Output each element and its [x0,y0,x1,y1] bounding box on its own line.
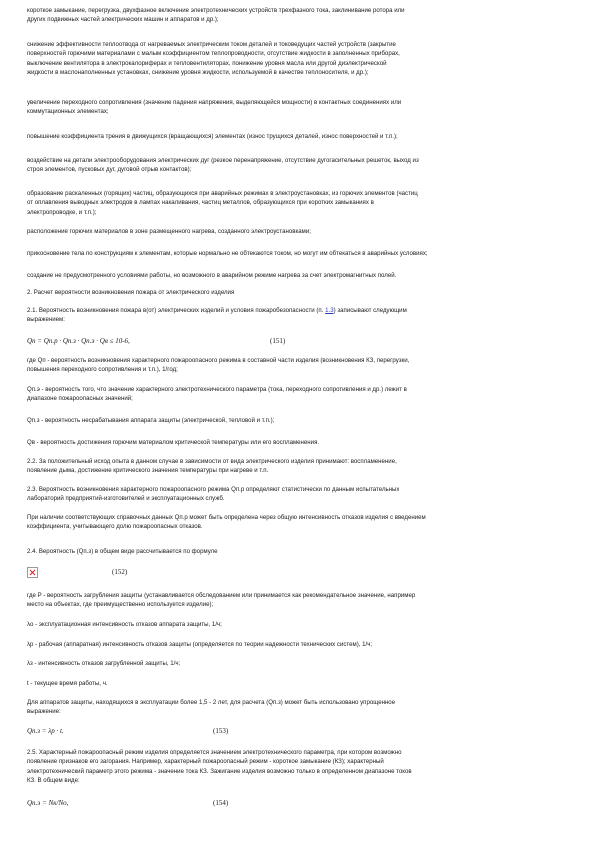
text-fragment: ) записывают следующим [333,307,407,314]
text-line: t - текущее время работы, ч. [27,680,108,687]
text-line: снижение эффективности теплоотвода от нагреваемых электрическим током деталей и токоведущих частей устройств (закрытие [27,41,396,48]
paragraph-where-p [27,591,415,610]
text-line: где Qп - вероятность возникновения характерного пожароопасного режима в составной части изделия (возникновения КЗ, перегрузки, [27,357,410,364]
paragraph-where-1 [27,356,409,375]
paragraph-where-2 [27,385,407,404]
text-line: повышения переходного сопротивления и т.п.), 1/год; [27,366,178,374]
text-line: λз - интенсивность отказов загрубленной защиты, 1/ч; [27,660,181,667]
paragraph-lambda-o [27,620,222,629]
text-line: λр - рабочая (аппаратная) интенсивность отказов защиты (определяется по теории надежности технических систем), 1/ч; [27,641,373,648]
heading-text: 2. Расчет вероятности возникновения пожара от электрического изделия [27,289,235,296]
text-line: прикосновение тела по конструкциям к элементам, которые нормально не обтекаются током, но могут им обтекаться в аварийных условиях; [27,250,428,257]
equation-number: (153) [213,727,229,735]
text-line: электропроводке, и т.п.); [27,208,97,216]
text-line: создание не предусмотренного условиями работы, но возможного в аварийном режиме нагрева за счет электромагнитных полей. [27,272,397,279]
paragraph-cause-4 [27,132,398,141]
paragraph-cause-9 [27,271,396,280]
equation-153 [27,727,570,737]
text-line: образование раскаленных (горящих) частиц, образующихся при аварийных режимах в электроустановках, из горючих элементов (частиц [27,190,418,197]
broken-image-icon [27,567,38,578]
text-line: появление признаков его загорания. Например, характерный пожароопасный режим - короткое замыкание (КЗ); характерный [27,758,384,766]
text-line: 2.3. Вероятность возникновения характерного пожароопасного режима Qп.р определяют статистически по данным испытательных [27,486,400,493]
text-line: коммутационных элементах; [27,108,109,116]
text-line: других подвижных частей электрических машин и аппаратов и др.); [27,16,219,24]
reference-link[interactable]: 1.3 [325,307,334,314]
paragraph-cause-8 [27,249,428,258]
paragraph-2-2 [27,457,397,476]
equation-number: (151) [270,337,286,345]
text-line [27,306,407,315]
text-line: 2.4. Вероятность (Qп.з) в общем виде рассчитывается по формуле [27,548,218,555]
paragraph-lambda-r [27,640,372,649]
text-line: место на объектах, где преимущественно используется изделие); [27,601,214,609]
section-heading [27,288,234,297]
paragraph-where-4 [27,438,319,447]
paragraph-where-3 [27,416,274,425]
equation-152 [27,567,570,577]
text-line: Qп.з - вероятность несрабатывания аппарата защиты (электрической, тепловой и т.п.); [27,417,275,424]
text-line: При наличии соответствующих справочных данных Qп.р может быть определена через общую интенсивность отказов изделия с введением [27,514,426,521]
paragraph-2-3-note [27,513,426,532]
paragraph-cause-7 [27,227,311,236]
text-line: жидкости в маслонаполненных установках, снижение уровня жидкости, используемой в качестве теплоносителя, и др.); [27,68,369,76]
equation-text: Qп.э = Nк/Nо, [27,799,69,807]
paragraph-cause-2 [27,40,400,77]
text-line: появление дыма, достижение критического значения температуры при нагреве и т.п. [27,467,269,475]
text-line: 2.2. За положительный исход опыта в данном случае в зависимости от вида электрического изделия принимают: воспламенение, [27,458,397,465]
paragraph-cause-3 [27,98,401,117]
text-line: где P - вероятность загрубления защиты (устанавливается обследованием или принимается как рекомендательное значение, например [27,592,416,599]
text-line: выражением: [27,316,65,324]
text-line: λо - эксплуатационная интенсивность отказов аппарата защиты, 1/ч; [27,621,222,628]
text-line: поверхностей горючими материалами с малым коэффициентом теплопроводности, отсутствие жидкости в заполненных приборах, [27,50,400,58]
text-line: КЗ. В общем виде: [27,776,80,784]
paragraph-2-3 [27,485,399,504]
text-line: Qп.э - вероятность того, что значение характерного электротехнического параметра (тока, переходного сопротивления и др.) лежит в [27,386,407,393]
equation-151 [27,337,570,347]
text-line: повышение коэффициента трения в движущихся (вращающихся) элементах (износ трущихся деталей, износ поверхностей и т.п.); [27,133,398,140]
paragraph-cause-1 [27,6,405,25]
equation-154 [27,799,570,809]
paragraph-simplified [27,698,395,717]
equation-text: Qп.з = λр · t. [27,727,64,735]
text-line: 2.5. Характерный пожароопасный режим изделия определяется значением электротехнического параметра, при котором возможно [27,749,402,756]
paragraph-2-1 [27,306,407,325]
text-line: короткое замыкание, перегрузка, двухфазное включение электротехнических устройств трехфазного тока, заклинивание ротора или [27,7,405,14]
text-line: электротехнический параметр этого режима - значение тока КЗ. Зажигание изделия возможно только в определенном диапазоне токов [27,767,412,775]
paragraph-cause-6 [27,189,418,217]
paragraph-time [27,679,108,688]
text-line: лабораторий предприятий-изготовителей и эксплуатационных служб. [27,495,225,503]
paragraph-2-5 [27,748,412,785]
text-fragment: 2.1. Вероятность возникновения пожара в(от) электрических изделий и условия пожаробезопасности (п. [27,307,324,314]
text-line: воздействие на детали электрооборудования электрических дуг (резкое перенапряжение, отсутствие дугогасительных решеток, выход из [27,157,419,164]
paragraph-lambda-z [27,659,180,668]
equation-number: (154) [213,799,229,807]
text-line: выключение вентилятора в электрокалориферах и тепловентиляторах, понижение уровня масла или другой диэлектрической [27,59,387,67]
text-line: увеличение переходного сопротивления (значение падения напряжения, выделяющейся мощности) в контактных соединениях или [27,99,402,106]
text-line: расположение горючих материалов в зоне размещенного нагрева, созданного электроустановками; [27,228,311,235]
text-line: строя элементов, пусковых дуг, дуговой отрыв контактов); [27,166,192,174]
text-line: диапазоне пожароопасных значений; [27,395,133,403]
text-line: от оплавления выводных электродов в лампах накаливания, частиц металлов, образующихся при коротких замыканиях в [27,199,374,207]
text-line: Для аппаратов защиты, находящихся в эксплуатации более 1,5 - 2 лет, для расчета (Qп.з) может быть использовано упрощенное [27,699,396,706]
paragraph-cause-5 [27,156,419,175]
text-line: Qв - вероятность достижения горючим материалом критической температуры или его воспламенения. [27,439,320,446]
text-line: коэффициента, учитывающего долю пожароопасных отказов. [27,523,203,531]
equation-number: (152) [112,568,128,576]
text-line: выражение: [27,708,61,716]
paragraph-2-4 [27,547,218,556]
equation-text: Qп = Qп.р · Qп.з · Qп.э · Qв ≤ 10-6, [27,337,130,345]
